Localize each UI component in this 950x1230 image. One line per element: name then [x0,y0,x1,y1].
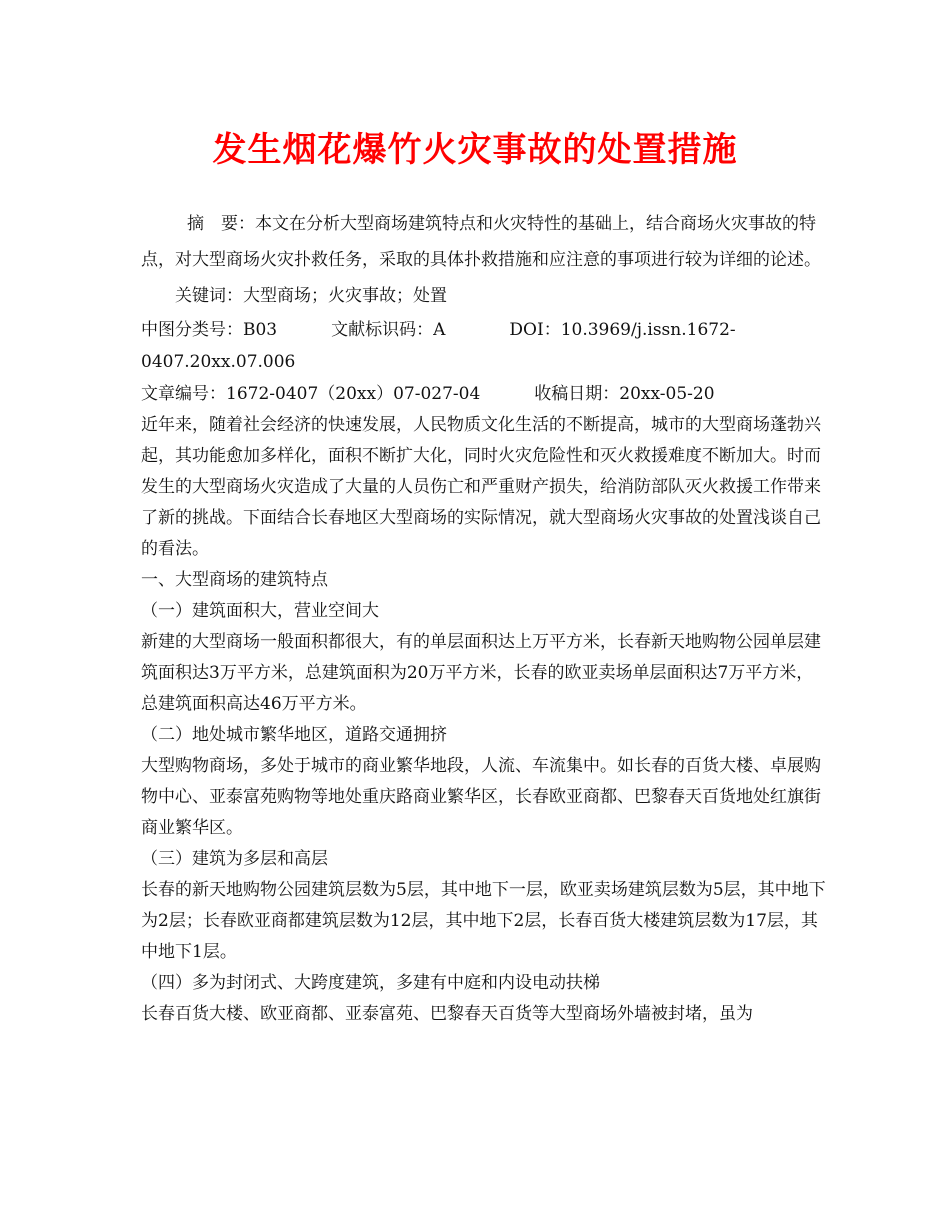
article-number: 文章编号：1672-0407（20xx）07-027-04 [141,384,481,404]
section-heading-1: 一、大型商场的建筑特点 [141,570,328,590]
article-info-line [141,378,826,410]
subsection-heading-3: （三）建筑为多层和高层 [141,849,328,869]
abstract-label: 摘 要： [187,214,255,234]
keywords: 关键词：大型商场；火灾事故；处置 [175,286,447,306]
paragraph-4: 长春百货大楼、欧亚商都、亚泰富苑、巴黎春天百货等大型商场外墙被封堵，虽为 [141,1004,753,1024]
clc-number: 中图分类号：B03 [141,320,278,340]
paragraph-1: 新建的大型商场一般面积都很大，有的单层面积达上万平方米，长春新天地购物公园单层建筑面积达3万平方米，总建筑面积为20万平方米，长春的欧亚卖场单层面积达7万平方米，总建筑面积高达46万平方米。 [141,632,821,714]
abstract-paragraph [141,206,826,314]
subsection-heading-2: （二）地处城市繁华地区，道路交通拥挤 [141,725,447,745]
subsection-heading-4: （四）多为封闭式、大跨度建筑，多建有中庭和内设电动扶梯 [141,973,600,993]
subsection-heading-1: （一）建筑面积大，营业空间大 [141,601,379,621]
document-body [141,206,826,1030]
classification-line [141,314,826,378]
document-title: 发生烟花爆竹火灾事故的处置措施 [212,130,738,170]
doi: DOI：10.3969/j.issn.1672-0407.20xx.07.006 [141,320,736,372]
document-code: 文献标识码：A [331,320,446,340]
abstract-text: 本文在分析大型商场建筑特点和火灾特性的基础上，结合商场火灾事故的特点，对大型商场火灾扑救任务，采取的具体扑救措施和应注意的事项进行较为详细的论述。 [141,214,821,270]
intro-paragraph: 近年来，随着社会经济的快速发展，人民物质文化生活的不断提高，城市的大型商场蓬勃兴起，其功能愈加多样化，面积不断扩大化，同时火灾危险性和灭火救援难度不断加大。时而发生的大型商场火灾造成了大量的人员伤亡和严重财产损失，给消防部队灭火救援工作带来了新的挑战。下面结合长春地区大型商场的实际情况，就大型商场火灾事故的处置浅谈自己的看法。 [141,415,821,559]
paragraph-2: 大型购物商场，多处于城市的商业繁华地段，人流、车流集中。如长春的百货大楼、卓展购物中心、亚泰富苑购物等地处重庆路商业繁华区，长春欧亚商都、巴黎春天百货地处红旗街商业繁华区。 [141,756,821,838]
received-date: 收稿日期：20xx-05-20 [534,384,715,404]
paragraph-3: 长春的新天地购物公园建筑层数为5层，其中地下一层，欧亚卖场建筑层数为5层，其中地下为2层；长春欧亚商都建筑层数为12层，其中地下2层，长春百货大楼建筑层数为17层，其中地下1层。 [141,880,826,962]
